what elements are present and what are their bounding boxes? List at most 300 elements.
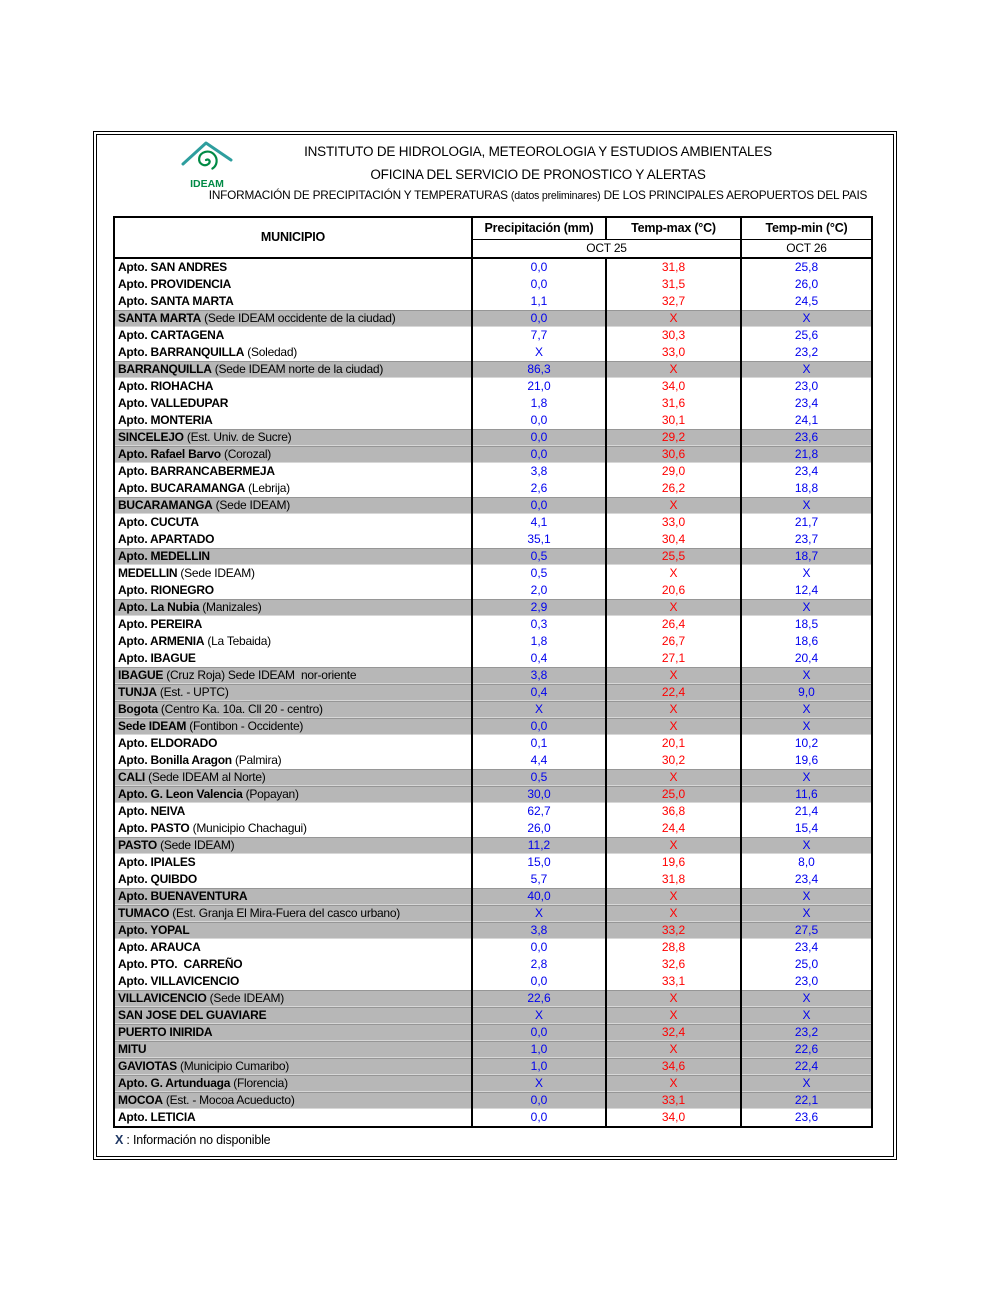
municipio-cell (114, 327, 472, 344)
precipitacion-value: X (472, 701, 606, 718)
table-row (114, 752, 872, 769)
municipio-note: (Popayan) (242, 787, 299, 801)
table-row (114, 718, 872, 735)
tempmax-value: X (606, 667, 741, 684)
tempmin-value: X (741, 718, 872, 735)
tempmin-value: 25,0 (741, 956, 872, 973)
municipio-name: BARRANQUILLA (118, 362, 212, 376)
tempmin-value: X (741, 1075, 872, 1092)
table-row (114, 480, 872, 497)
precipitacion-value: 0,4 (472, 684, 606, 701)
legend-text: : Información no disponible (123, 1133, 271, 1147)
precipitacion-value: 1,1 (472, 293, 606, 310)
tempmax-value: 29,2 (606, 429, 741, 446)
table-row (114, 565, 872, 582)
document-inner-frame (96, 134, 894, 1157)
tempmax-value: X (606, 769, 741, 786)
municipio-name: Apto. ARAUCA (118, 940, 201, 954)
tempmin-value: X (741, 565, 872, 582)
table-row (114, 344, 872, 361)
date-oct26: OCT 26 (741, 240, 872, 259)
precipitacion-value: X (472, 1075, 606, 1092)
tempmin-value: 9,0 (741, 684, 872, 701)
tempmax-value: X (606, 718, 741, 735)
municipio-cell (114, 752, 472, 769)
precipitacion-value: 0,0 (472, 276, 606, 293)
municipio-name: Apto. CUCUTA (118, 515, 199, 529)
municipio-cell (114, 786, 472, 803)
report-subtitle-pre: INFORMACIÓN DE PRECIPITACIÓN Y TEMPERATURAS (208, 188, 511, 202)
tempmin-value: 24,1 (741, 412, 872, 429)
municipio-cell (114, 905, 472, 922)
municipio-note: (Est. Univ. de Sucre) (183, 430, 292, 444)
weather-table-header (114, 217, 872, 258)
table-row (114, 854, 872, 871)
municipio-name: Apto. Bonilla Aragon (118, 753, 232, 767)
municipio-name: Apto. ELDORADO (118, 736, 218, 750)
municipio-cell (114, 1041, 472, 1058)
table-row (114, 701, 872, 718)
table-row (114, 497, 872, 514)
precipitacion-value: 0,0 (472, 310, 606, 327)
tempmin-value: 21,8 (741, 446, 872, 463)
municipio-name: Apto. BUENAVENTURA (118, 889, 248, 903)
tempmax-value: 34,6 (606, 1058, 741, 1075)
precipitacion-value: 21,0 (472, 378, 606, 395)
table-row (114, 514, 872, 531)
precipitacion-value: 0,5 (472, 769, 606, 786)
tempmax-value: X (606, 888, 741, 905)
municipio-cell (114, 667, 472, 684)
table-row (114, 684, 872, 701)
table-row (114, 650, 872, 667)
tempmin-value: 21,7 (741, 514, 872, 531)
table-row (114, 463, 872, 480)
tempmin-value: 18,6 (741, 633, 872, 650)
precipitacion-value: 0,3 (472, 616, 606, 633)
precipitacion-value: 15,0 (472, 854, 606, 871)
municipio-cell (114, 429, 472, 446)
table-row (114, 905, 872, 922)
col-header-municipio: MUNICIPIO (114, 217, 472, 258)
tempmin-value: 10,2 (741, 735, 872, 752)
office-title: OFICINA DEL SERVICIO DE PRONOSTICO Y ALERTAS (370, 167, 706, 182)
tempmax-value: X (606, 1075, 741, 1092)
municipio-name: Apto. QUIBDO (118, 872, 197, 886)
tempmax-value: X (606, 1041, 741, 1058)
tempmin-value: 23,4 (741, 939, 872, 956)
tempmin-value: X (741, 361, 872, 378)
tempmin-value: 23,2 (741, 344, 872, 361)
tempmin-value: 8,0 (741, 854, 872, 871)
tempmax-value: 31,8 (606, 871, 741, 888)
municipio-name: Apto. PTO. CARREÑO (118, 957, 243, 971)
municipio-cell (114, 531, 472, 548)
municipio-cell (114, 888, 472, 905)
municipio-note: (Sede IDEAM norte de la ciudad) (211, 362, 384, 376)
tempmax-value: X (606, 599, 741, 616)
municipio-cell (114, 922, 472, 939)
tempmin-value: 26,0 (741, 276, 872, 293)
tempmax-value: 33,0 (606, 344, 741, 361)
tempmin-value: 22,1 (741, 1092, 872, 1109)
municipio-note: (Manizales) (199, 600, 262, 614)
precipitacion-value: 0,0 (472, 973, 606, 990)
table-row (114, 616, 872, 633)
table-row (114, 1109, 872, 1127)
date-oct25: OCT 25 (472, 240, 741, 259)
precipitacion-value: 2,9 (472, 599, 606, 616)
municipio-note: (Centro Ka. 10a. Cll 20 - centro) (157, 702, 323, 716)
weather-table (113, 216, 873, 1128)
tempmax-value: 31,6 (606, 395, 741, 412)
municipio-cell (114, 1007, 472, 1024)
precipitacion-value: 62,7 (472, 803, 606, 820)
table-row (114, 786, 872, 803)
municipio-name: Apto. VILLAVICENCIO (118, 974, 240, 988)
table-row (114, 327, 872, 344)
municipio-note: (Sede IDEAM) (156, 838, 235, 852)
table-row (114, 412, 872, 429)
municipio-cell (114, 684, 472, 701)
municipio-name: GAVIOTAS (118, 1059, 177, 1073)
table-row (114, 276, 872, 293)
table-row (114, 1041, 872, 1058)
table-row (114, 633, 872, 650)
precipitacion-value: 1,8 (472, 395, 606, 412)
tempmax-value: 34,0 (606, 378, 741, 395)
municipio-cell (114, 1109, 472, 1127)
table-row (114, 548, 872, 565)
tempmin-value: 23,7 (741, 531, 872, 548)
municipio-cell (114, 310, 472, 327)
municipio-cell (114, 1092, 472, 1109)
table-row (114, 837, 872, 854)
precipitacion-value: 35,1 (472, 531, 606, 548)
municipio-cell (114, 650, 472, 667)
municipio-cell (114, 463, 472, 480)
tempmax-value: 25,5 (606, 548, 741, 565)
table-row (114, 1024, 872, 1041)
municipio-cell (114, 718, 472, 735)
tempmax-value: 26,2 (606, 480, 741, 497)
municipio-name: PUERTO INIRIDA (118, 1025, 213, 1039)
precipitacion-value: 2,0 (472, 582, 606, 599)
precipitacion-value: 0,5 (472, 548, 606, 565)
municipio-note: (Florencia) (230, 1076, 288, 1090)
precipitacion-value: 0,0 (472, 939, 606, 956)
table-row (114, 871, 872, 888)
table-row (114, 956, 872, 973)
report-subtitle (183, 188, 893, 202)
table-row (114, 1058, 872, 1075)
tempmin-value: 23,4 (741, 463, 872, 480)
municipio-name: Apto. Rafael Barvo (118, 447, 221, 461)
municipio-note: (Sede IDEAM occidente de la ciudad) (201, 311, 396, 325)
tempmax-value: 30,4 (606, 531, 741, 548)
tempmin-value: 23,4 (741, 871, 872, 888)
tempmax-value: 26,4 (606, 616, 741, 633)
municipio-name: Apto. CARTAGENA (118, 328, 225, 342)
tempmax-value: 36,8 (606, 803, 741, 820)
legend-note (115, 1133, 270, 1147)
precipitacion-value: 0,0 (472, 1109, 606, 1127)
municipio-note: (Corozal) (220, 447, 272, 461)
tempmin-value: 23,0 (741, 973, 872, 990)
tempmin-value: X (741, 990, 872, 1007)
municipio-cell (114, 837, 472, 854)
municipio-cell (114, 854, 472, 871)
tempmax-value: 31,5 (606, 276, 741, 293)
tempmax-value: 20,1 (606, 735, 741, 752)
tempmin-value: 12,4 (741, 582, 872, 599)
tempmin-value: X (741, 905, 872, 922)
precipitacion-value: 4,4 (472, 752, 606, 769)
tempmax-value: 34,0 (606, 1109, 741, 1127)
municipio-name: MOCOA (118, 1093, 163, 1107)
municipio-name: Apto. RIONEGRO (118, 583, 214, 597)
table-row (114, 990, 872, 1007)
municipio-cell (114, 276, 472, 293)
precipitacion-value: 7,7 (472, 327, 606, 344)
tempmax-value: 32,4 (606, 1024, 741, 1041)
precipitacion-value: 0,0 (472, 1024, 606, 1041)
precipitacion-value: 1,0 (472, 1058, 606, 1075)
tempmax-value: 29,0 (606, 463, 741, 480)
tempmax-value: 33,2 (606, 922, 741, 939)
municipio-cell (114, 871, 472, 888)
precipitacion-value: 0,0 (472, 429, 606, 446)
municipio-cell (114, 939, 472, 956)
municipio-name: Apto. RIOHACHA (118, 379, 214, 393)
table-body (114, 258, 872, 1127)
precipitacion-value: X (472, 1007, 606, 1024)
municipio-cell (114, 480, 472, 497)
municipio-name: VILLAVICENCIO (118, 991, 207, 1005)
tempmin-value: 23,4 (741, 395, 872, 412)
table-row (114, 1007, 872, 1024)
municipio-name: TUNJA (118, 685, 157, 699)
municipio-note: (Cruz Roja) Sede IDEAM nor-oriente (163, 668, 357, 682)
municipio-name: SAN JOSE DEL GUAVIARE (118, 1008, 267, 1022)
municipio-cell (114, 956, 472, 973)
municipio-name: Apto. PROVIDENCIA (118, 277, 232, 291)
municipio-note: (Sede IDEAM) (177, 566, 255, 580)
precipitacion-value: 4,1 (472, 514, 606, 531)
table-row (114, 582, 872, 599)
municipio-name: SINCELEJO (118, 430, 184, 444)
table-row (114, 803, 872, 820)
precipitacion-value: 2,6 (472, 480, 606, 497)
tempmin-value: 19,6 (741, 752, 872, 769)
precipitacion-value: 3,8 (472, 463, 606, 480)
tempmin-value: 18,8 (741, 480, 872, 497)
table-row (114, 1075, 872, 1092)
precipitacion-value: 0,5 (472, 565, 606, 582)
precipitacion-value: 26,0 (472, 820, 606, 837)
municipio-name: Apto. G. Leon Valencia (118, 787, 243, 801)
municipio-name: Apto. ARMENIA (118, 634, 205, 648)
tempmax-value: X (606, 565, 741, 582)
tempmin-value: 23,6 (741, 429, 872, 446)
tempmin-value: X (741, 701, 872, 718)
tempmin-value: X (741, 310, 872, 327)
tempmin-value: 20,4 (741, 650, 872, 667)
table-row (114, 939, 872, 956)
tempmax-value: 32,6 (606, 956, 741, 973)
municipio-cell (114, 446, 472, 463)
table-row (114, 599, 872, 616)
municipio-name: PASTO (118, 838, 157, 852)
tempmax-value: 31,8 (606, 258, 741, 276)
municipio-cell (114, 1075, 472, 1092)
tempmin-value: X (741, 1007, 872, 1024)
tempmax-value: 25,0 (606, 786, 741, 803)
tempmin-value: X (741, 667, 872, 684)
precipitacion-value: 22,6 (472, 990, 606, 1007)
municipio-cell (114, 293, 472, 310)
tempmax-value: X (606, 701, 741, 718)
municipio-cell (114, 973, 472, 990)
precipitacion-value: 30,0 (472, 786, 606, 803)
precipitacion-value: 3,8 (472, 667, 606, 684)
municipio-name: Apto. G. Artunduaga (118, 1076, 231, 1090)
precipitacion-value: X (472, 344, 606, 361)
municipio-note: (Est. - UPTC) (156, 685, 229, 699)
precipitacion-value: 0,0 (472, 446, 606, 463)
tempmax-value: 32,7 (606, 293, 741, 310)
municipio-name: Apto. La Nubia (118, 600, 200, 614)
municipio-note: (Est. - Mocoa Acueducto) (162, 1093, 295, 1107)
municipio-cell (114, 582, 472, 599)
precipitacion-value: 0,0 (472, 1092, 606, 1109)
precipitacion-value: X (472, 905, 606, 922)
tempmin-value: 21,4 (741, 803, 872, 820)
tempmax-value: X (606, 905, 741, 922)
municipio-name: Apto. APARTADO (118, 532, 215, 546)
table-row (114, 667, 872, 684)
municipio-name: IBAGUE (118, 668, 164, 682)
tempmin-value: X (741, 769, 872, 786)
tempmin-value: 27,5 (741, 922, 872, 939)
tempmin-value: 25,8 (741, 258, 872, 276)
municipio-cell (114, 497, 472, 514)
table-row (114, 820, 872, 837)
municipio-note: (Sede IDEAM) (212, 498, 291, 512)
precipitacion-value: 11,2 (472, 837, 606, 854)
municipio-name: Apto. PEREIRA (118, 617, 203, 631)
tempmax-value: X (606, 1007, 741, 1024)
municipio-note: (Fontibon - Occidente) (186, 719, 304, 733)
municipio-name: Apto. BARRANCABERMEJA (118, 464, 275, 478)
municipio-cell (114, 548, 472, 565)
municipio-cell (114, 514, 472, 531)
tempmax-value: X (606, 310, 741, 327)
precipitacion-value: 0,0 (472, 412, 606, 429)
precipitacion-value: 0,0 (472, 497, 606, 514)
tempmin-value: 22,4 (741, 1058, 872, 1075)
tempmin-value: 25,6 (741, 327, 872, 344)
table-row (114, 258, 872, 276)
tempmax-value: 19,6 (606, 854, 741, 871)
tempmin-value: 23,6 (741, 1109, 872, 1127)
tempmin-value: 22,6 (741, 1041, 872, 1058)
municipio-cell (114, 1058, 472, 1075)
municipio-cell (114, 633, 472, 650)
municipio-note: (Sede IDEAM) (206, 991, 284, 1005)
municipio-note: (Sede IDEAM al Norte) (145, 770, 266, 784)
tempmax-value: 33,0 (606, 514, 741, 531)
municipio-name: Apto. BUCARAMANGA (118, 481, 246, 495)
precipitacion-value: 3,8 (472, 922, 606, 939)
tempmax-value: 26,7 (606, 633, 741, 650)
municipio-name: Bogota (118, 702, 158, 716)
municipio-name: Sede IDEAM (118, 719, 187, 733)
municipio-name: Apto. BARRANQUILLA (118, 345, 245, 359)
municipio-cell (114, 565, 472, 582)
tempmax-value: 30,6 (606, 446, 741, 463)
table-row (114, 310, 872, 327)
table-row (114, 395, 872, 412)
municipio-cell (114, 769, 472, 786)
municipio-cell (114, 616, 472, 633)
municipio-name: Apto. SANTA MARTA (118, 294, 234, 308)
tempmin-value: X (741, 599, 872, 616)
municipio-name: SANTA MARTA (118, 311, 202, 325)
municipio-note: (Est. Granja El Mira-Fuera del casco urbano) (169, 906, 401, 920)
municipio-name: Apto. PASTO (118, 821, 190, 835)
municipio-name: Apto. LETICIA (118, 1110, 196, 1124)
ideam-logo-text: IDEAM (190, 178, 224, 190)
municipio-note: (Municipio Cumaribo) (176, 1059, 290, 1073)
municipio-name: Apto. NEIVA (118, 804, 186, 818)
tempmin-value: 11,6 (741, 786, 872, 803)
precipitacion-value: 5,7 (472, 871, 606, 888)
municipio-note: (Lebrija) (245, 481, 290, 495)
precipitacion-value: 0,1 (472, 735, 606, 752)
municipio-cell (114, 599, 472, 616)
municipio-cell (114, 395, 472, 412)
municipio-cell (114, 803, 472, 820)
report-subtitle-note: (datos preliminares) (510, 190, 601, 202)
municipio-note: (Soledad) (244, 345, 298, 359)
municipio-name: Apto. MONTERIA (118, 413, 213, 427)
tempmin-value: 23,0 (741, 378, 872, 395)
document-titles (97, 144, 893, 202)
tempmax-value: 30,1 (606, 412, 741, 429)
municipio-name: MEDELLIN (118, 566, 178, 580)
tempmax-value: X (606, 837, 741, 854)
municipio-name: CALI (118, 770, 145, 784)
municipio-cell (114, 258, 472, 276)
municipio-cell (114, 820, 472, 837)
tempmax-value: 30,2 (606, 752, 741, 769)
municipio-name: TUMACO (118, 906, 170, 920)
tempmax-value: X (606, 990, 741, 1007)
tempmax-value: 24,4 (606, 820, 741, 837)
municipio-note: (Palmira) (231, 753, 282, 767)
table-row (114, 922, 872, 939)
col-header-precipitacion: Precipitación (mm) (472, 217, 606, 240)
precipitacion-value: 40,0 (472, 888, 606, 905)
municipio-cell (114, 361, 472, 378)
municipio-cell (114, 412, 472, 429)
municipio-name: Apto. MEDELLIN (118, 549, 210, 563)
tempmin-value: 15,4 (741, 820, 872, 837)
municipio-note: (Municipio Chachagui) (189, 821, 307, 835)
municipio-cell (114, 701, 472, 718)
table-row (114, 1092, 872, 1109)
